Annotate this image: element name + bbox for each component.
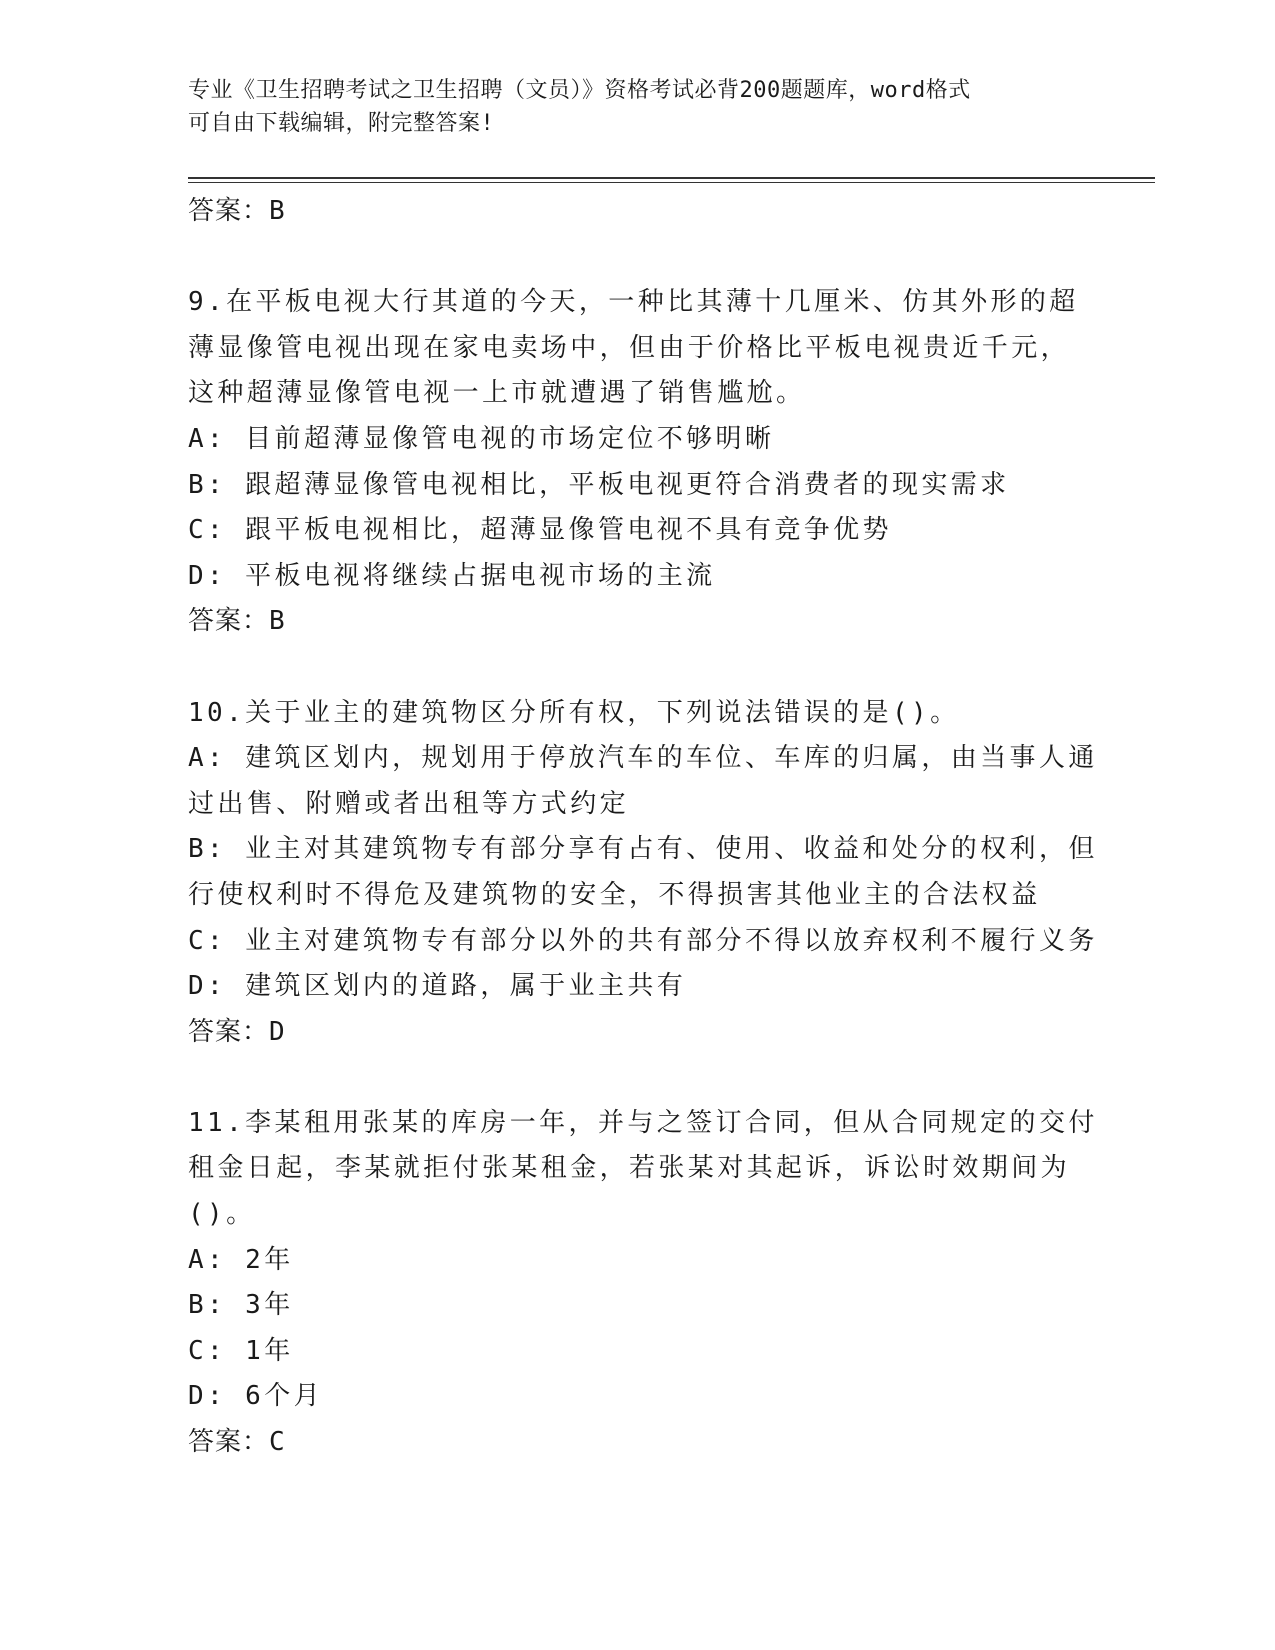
- answer: 答案：D: [188, 1016, 286, 1047]
- option-d: D: 6个月: [188, 1381, 324, 1412]
- option-a: A: 目前超薄显像管电视的市场定位不够明晰: [188, 423, 775, 454]
- question-stem-line: 11.李某租用张某的库房一年，并与之签订合同，但从合同规定的交付: [188, 1107, 1098, 1138]
- header-line-2: 可自由下载编辑，附完整答案!: [188, 111, 495, 136]
- option-d: D: 建筑区划内的道路，属于业主共有: [188, 971, 687, 1002]
- answer: 答案：B: [188, 606, 286, 637]
- spacer: [188, 645, 1088, 691]
- question-stem-line: 薄显像管电视出现在家电卖场中，但由于价格比平板电视贵近千元，: [188, 332, 1071, 363]
- question-stem-line: 9.在平板电视大行其道的今天，一种比其薄十几厘米、仿其外形的超: [188, 287, 1079, 318]
- page-header: [188, 74, 1088, 140]
- option-b: B: 3年: [188, 1290, 294, 1321]
- question-11: [188, 1101, 1098, 1466]
- option-c: C: 1年: [188, 1335, 294, 1366]
- option-b: B: 业主对其建筑物专有部分享有占有、使用、收益和处分的权利，但: [188, 834, 1098, 865]
- question-stem-line: ()。: [188, 1199, 256, 1230]
- question-stem-line: 这种超薄显像管电视一上市就遭遇了销售尴尬。: [188, 378, 806, 409]
- question-9: [188, 280, 1088, 645]
- question-10: [188, 691, 1098, 1056]
- answer-previous: 答案：B: [188, 196, 286, 226]
- question-stem-line: 租金日起，李某就拒付张某租金，若张某对其起诉，诉讼时效期间为: [188, 1153, 1071, 1184]
- option-d: D: 平板电视将继续占据电视市场的主流: [188, 560, 716, 591]
- header-divider-thick: [188, 177, 1155, 179]
- spacer: [188, 235, 1088, 281]
- option-a-continued: 过出售、附赠或者出租等方式约定: [188, 788, 630, 819]
- header-divider-thin: [188, 182, 1155, 183]
- document-body: [188, 189, 1098, 1466]
- option-c: C: 跟平板电视相比，超薄显像管电视不具有竞争优势: [188, 515, 892, 546]
- option-b-continued: 行使权利时不得危及建筑物的安全，不得损害其他业主的合法权益: [188, 879, 1041, 910]
- spacer: [188, 1055, 1088, 1101]
- option-a: A: 2年: [188, 1244, 294, 1275]
- answer: 答案：C: [188, 1427, 286, 1458]
- option-b: B: 跟超薄显像管电视相比，平板电视更符合消费者的现实需求: [188, 469, 1010, 500]
- option-c: C: 业主对建筑物专有部分以外的共有部分不得以放弃权利不履行义务: [188, 925, 1098, 956]
- header-line-1: 专业《卫生招聘考试之卫生招聘（文员）》资格考试必背200题题库，word格式: [188, 78, 971, 103]
- option-a: A: 建筑区划内，规划用于停放汽车的车位、车库的归属，由当事人通: [188, 743, 1098, 774]
- question-stem-line: 10.关于业主的建筑物区分所有权，下列说法错误的是()。: [188, 697, 960, 728]
